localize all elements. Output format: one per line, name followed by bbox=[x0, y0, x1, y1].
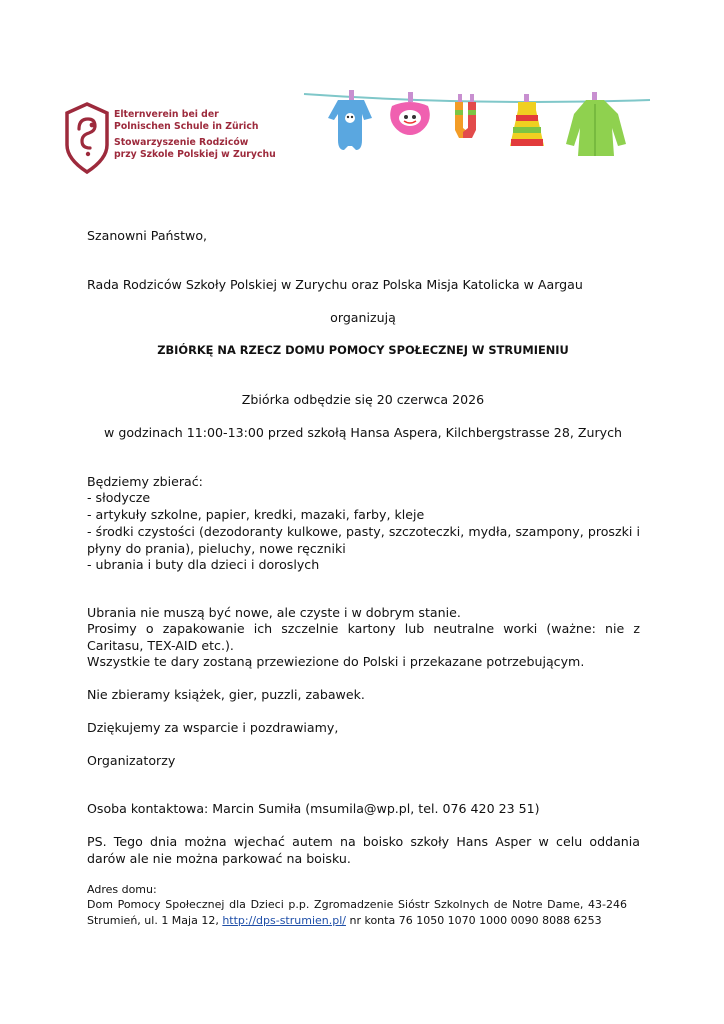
address-text-after: nr konta 76 1050 1070 1000 0090 8088 6253 bbox=[345, 914, 602, 927]
exclusions-note: Nie zbieramy książek, gier, puzzli, zabawek. bbox=[87, 687, 365, 702]
logo-line-1: Elternverein bei der bbox=[114, 109, 219, 120]
website-link[interactable]: http://dps-strumien.pl/ bbox=[222, 914, 346, 927]
address-label: Adres domu: bbox=[87, 883, 157, 896]
logo-line-4: przy Szkole Polskiej w Zurychu bbox=[114, 149, 276, 160]
association-logo bbox=[64, 101, 314, 175]
logo-line-3: Stowarzyszenie Rodziców bbox=[114, 137, 249, 148]
greeting: Szanowni Państwo, bbox=[87, 228, 208, 243]
transport-note: Wszystkie te dary zostaną przewiezione do Polski i przekazane potrzebującym. bbox=[87, 654, 585, 669]
ps-note: PS. Tego dnia można wjechać autem na boisko szkoły Hans Asper w celu oddania darów ale nie można parkować na boisku. bbox=[87, 834, 640, 866]
contact-line: Osoba kontaktowa: Marcin Sumiła (msumila@wp.pl, tel. 076 420 23 51) bbox=[87, 801, 540, 816]
thanks-text: Dziękujemy za wsparcie i pozdrawiamy, bbox=[87, 720, 339, 735]
time-line: w godzinach 11:00-13:00 przed szkołą Hansa Aspera, Kilchbergstrasse 28, Zurych bbox=[104, 425, 622, 440]
list-item: - artykuły szkolne, papier, kredki, mazaki, farby, kleje bbox=[87, 507, 425, 522]
clothesline-icon bbox=[300, 84, 652, 160]
address-text-before: Dom Pomocy Społecznej dla Dzieci p.p. Zgromadzenie Sióstr Szkolnych de Notre Dame, 43-246 Strumień, ul. 1 Maja 12, bbox=[87, 898, 627, 927]
organize-text: organizują bbox=[330, 310, 396, 325]
packing-note: Prosimy o zapakowanie ich szczelnie kartony lub neutralne worki (ważne: nie z Caritasu, TEX-AID etc.). bbox=[87, 621, 640, 653]
clothes-note: Ubrania nie muszą być nowe, ale czyste i w dobrym stanie. bbox=[87, 605, 461, 620]
list-item: - słodycze bbox=[87, 490, 151, 505]
list-item: - środki czystości (dezodoranty kulkowe, pasty, szczoteczki, mydła, szampony, proszki i płyny do prania), pieluchy, nowe ręczniki bbox=[87, 524, 640, 556]
headline: ZBIÓRKĘ NA RZECZ DOMU POMOCY SPOŁECZNEJ W STRUMIENIU bbox=[157, 343, 569, 357]
address-text bbox=[87, 897, 627, 929]
romper-icon bbox=[328, 90, 372, 150]
signature: Organizatorzy bbox=[87, 753, 176, 768]
collect-intro: Będziemy zbierać: bbox=[87, 474, 203, 489]
logo-line-2: Polnischen Schule in Zürich bbox=[114, 121, 259, 132]
date-line: Zbiórka odbędzie się 20 czerwca 2026 bbox=[241, 392, 485, 407]
intro-text: Rada Rodziców Szkoły Polskiej w Zurychu oraz Polska Misja Katolicka w Aargau bbox=[87, 277, 583, 292]
shield-logo-icon bbox=[64, 101, 110, 175]
list-item: - ubrania i buty dla dzieci i doroslych bbox=[87, 557, 320, 572]
